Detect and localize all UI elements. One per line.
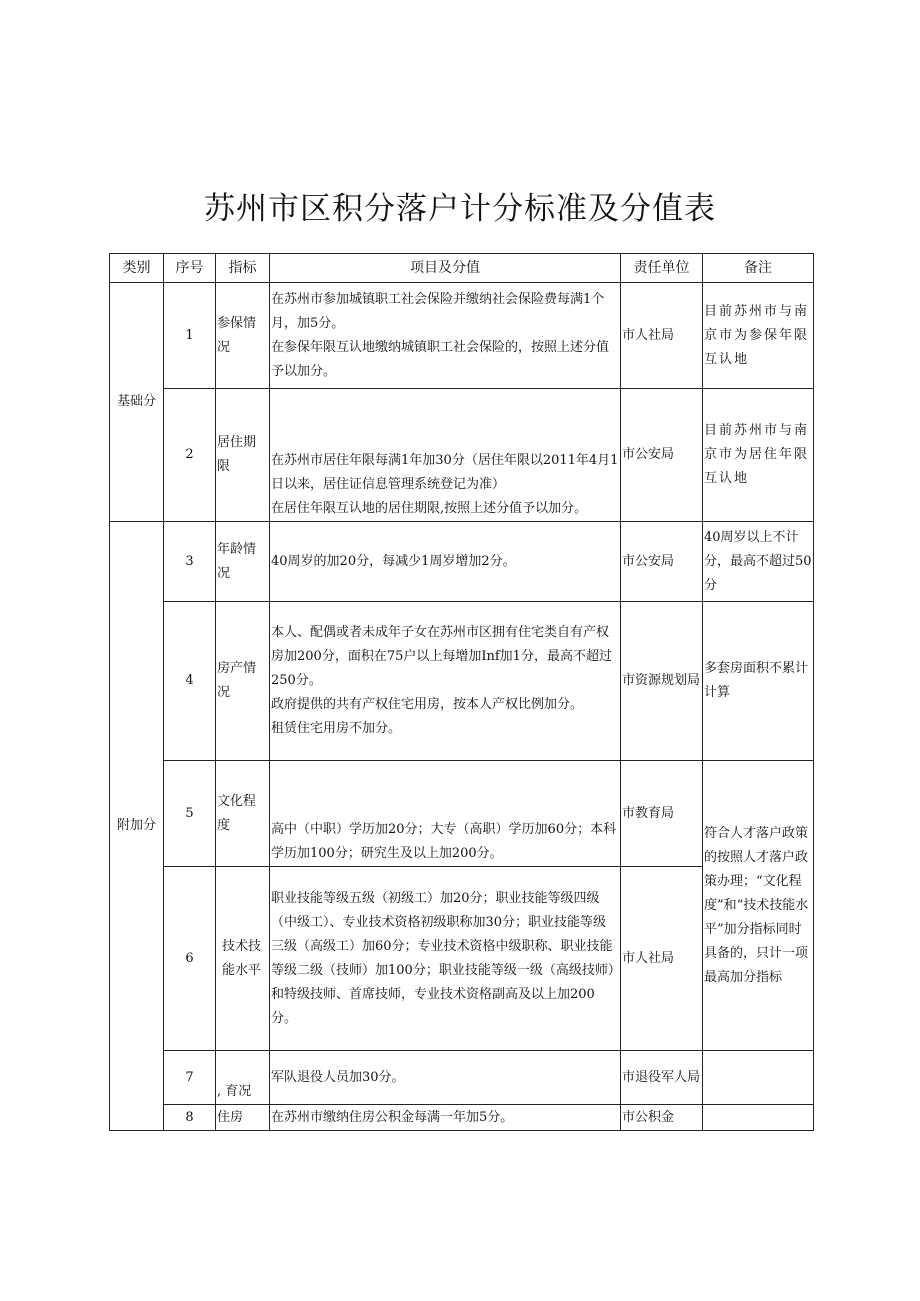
row-indicator: 住房 <box>216 1105 270 1131</box>
score-table <box>109 253 814 1131</box>
item-text: 在居住年限互认地的居住期限,按照上述分值予以加分。 <box>271 501 588 516</box>
table-header-row <box>110 254 814 283</box>
item-text: 在参保年限互认地缴纳城镇职工社会保险的，按照上述分值予以加分。 <box>271 339 610 379</box>
header-unit: 责任单位 <box>621 254 703 283</box>
row-remarks: 40周岁以上不计分，最高不超过50分 <box>703 522 814 602</box>
page-title: 苏州市区积分落户计分标准及分值表 <box>204 191 716 227</box>
table-row <box>110 389 814 522</box>
row-indicator: 参保情况 <box>216 283 270 389</box>
category-basic: 基础分 <box>110 283 164 522</box>
row-items <box>270 602 621 761</box>
table-row <box>110 602 814 761</box>
header-items: 项目及分值 <box>270 254 621 283</box>
row-remarks <box>703 1105 814 1131</box>
row-index: 8 <box>164 1105 216 1131</box>
row-index: 7 <box>164 1051 216 1105</box>
row-indicator: 房产情况 <box>216 602 270 761</box>
row-indicator: 技术技能水平 <box>216 867 270 1051</box>
row-unit: 市公安局 <box>621 522 703 602</box>
row-indicator: 年龄情况 <box>216 522 270 602</box>
row-items: 高中（中职）学历加20分；大专（高职）学历加60分；本科学历加100分；研究生及以上加200分。 <box>270 761 621 867</box>
row-indicator: , 育况 <box>216 1051 270 1105</box>
row-items: 40周岁的加20分，每减少1周岁增加2分。 <box>270 522 621 602</box>
header-indicator: 指标 <box>216 254 270 283</box>
row-remarks <box>703 1051 814 1105</box>
row-items: 军队退役人员加30分。 <box>270 1051 621 1105</box>
header-remarks: 备注 <box>703 254 814 283</box>
row-index: 3 <box>164 522 216 602</box>
row-unit: 市退役军人局 <box>621 1051 703 1105</box>
table-row <box>110 1051 814 1105</box>
row-unit: 市教育局 <box>621 761 703 867</box>
table-row <box>110 761 814 867</box>
row-unit: 市公安局 <box>621 389 703 522</box>
item-text: 租赁住宅用房不加分。 <box>271 721 402 736</box>
item-text: 政府提供的共有产权住宅用房，按本人产权比例加分。 <box>271 697 584 712</box>
row-unit: 市人社局 <box>621 867 703 1051</box>
row-items <box>270 389 621 522</box>
item-text: 本人、配偶或者未成年子女在苏州市区拥有住宅类自有产权房加200分，面积在75户以上每增加Inf加1分，最高不超过250分。 <box>271 625 612 688</box>
header-category: 类别 <box>110 254 164 283</box>
row-items: 在苏州市缴纳住房公积金每满一年加5分。 <box>270 1105 621 1131</box>
row-unit: 市人社局 <box>621 283 703 389</box>
row-unit: 市公积金 <box>621 1105 703 1131</box>
row-remarks: 目前苏州市与南京市为居住年限互认地 <box>703 389 814 522</box>
row-index: 1 <box>164 283 216 389</box>
header-index: 序号 <box>164 254 216 283</box>
row-remarks: 符合人才落户政策的按照人才落户政策办理；“文化程度”和“技术技能水平”加分指标同时具备的，只计一项最高加分指标 <box>703 761 814 1051</box>
row-index: 4 <box>164 602 216 761</box>
row-remarks: 目前苏州市与南京市为参保年限互认地 <box>703 283 814 389</box>
row-items <box>270 283 621 389</box>
row-items: 职业技能等级五级（初级工）加20分；职业技能等级四级（中级工）、专业技术资格初级职称加30分；职业技能等级三级（高级工）加60分；专业技术资格中级职称、职业技能等级二级（技师）加100分；职业技能等级一级（高级技师）和特级技师、首席技师，专业技术资格副高及以上加200分。 <box>270 867 621 1051</box>
table-row <box>110 283 814 389</box>
row-indicator: 文化程度 <box>216 761 270 867</box>
row-index: 6 <box>164 867 216 1051</box>
item-text: 在苏州市居住年限每满1年加30分（居住年限以2011年4月1日以来，居住证信息管理系统登记为准） <box>271 453 619 492</box>
category-extra: 附加分 <box>110 522 164 1131</box>
row-index: 2 <box>164 389 216 522</box>
table-row <box>110 522 814 602</box>
row-remarks: 多套房面积不累计计算 <box>703 602 814 761</box>
item-text: 在苏州市参加城镇职工社会保险并缴纳社会保险费每满1个月，加5分。 <box>271 291 605 331</box>
row-unit: 市资源规划局 <box>621 602 703 761</box>
row-indicator: 居住期限 <box>216 389 270 522</box>
table-row <box>110 1105 814 1131</box>
row-index: 5 <box>164 761 216 867</box>
